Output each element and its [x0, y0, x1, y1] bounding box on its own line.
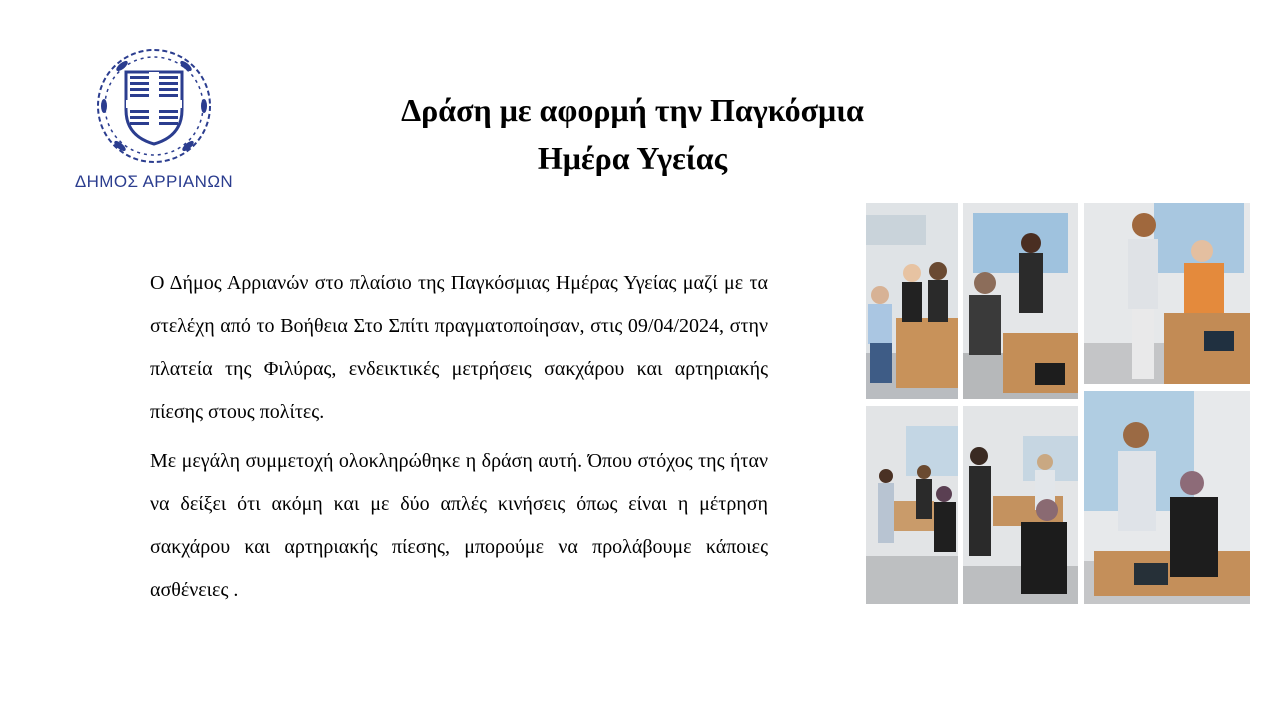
photo-5	[963, 406, 1078, 604]
body-text	[150, 262, 768, 618]
title-line-2: Ημέρα Υγείας	[537, 140, 728, 176]
municipality-name: ΔΗΜΟΣ ΑΡΡΙΑΝΩΝ	[74, 172, 234, 191]
photo-4	[866, 406, 958, 604]
title-line-1: Δράση με αφορμή την Παγκόσμια	[401, 92, 864, 128]
page-title	[330, 86, 935, 182]
photo-2	[963, 203, 1078, 399]
municipality-logo	[68, 44, 240, 194]
greek-emblem-icon	[92, 44, 216, 168]
paragraph-2: Με μεγάλη συμμετοχή ολοκληρώθηκε η δράση αυτή. Όπου στόχος της ήταν να δείξει ότι ακόμη και με δύο απλές κινήσεις όπως είναι η μέτρηση σακχάρου και αρτηριακής πίεσης, μπορούμε να προλάβουμε κάποιες ασθένειες .	[150, 450, 768, 601]
paragraph-1: Ο Δήμος Αρριανών στο πλαίσιο της Παγκόσμιας Ημέρας Υγείας μαζί με τα στελέχη από το Βοήθεια Στο Σπίτι πραγματοποίησαν, στις 09/04/2024, στην πλατεία της Φιλύρας, ενδεικτικές μετρήσεις σακχάρου και αρτηριακής πίεσης στους πολίτες.	[150, 272, 768, 423]
photo-1	[866, 203, 958, 399]
photo-3	[1084, 203, 1250, 384]
photo-6	[1084, 391, 1250, 604]
